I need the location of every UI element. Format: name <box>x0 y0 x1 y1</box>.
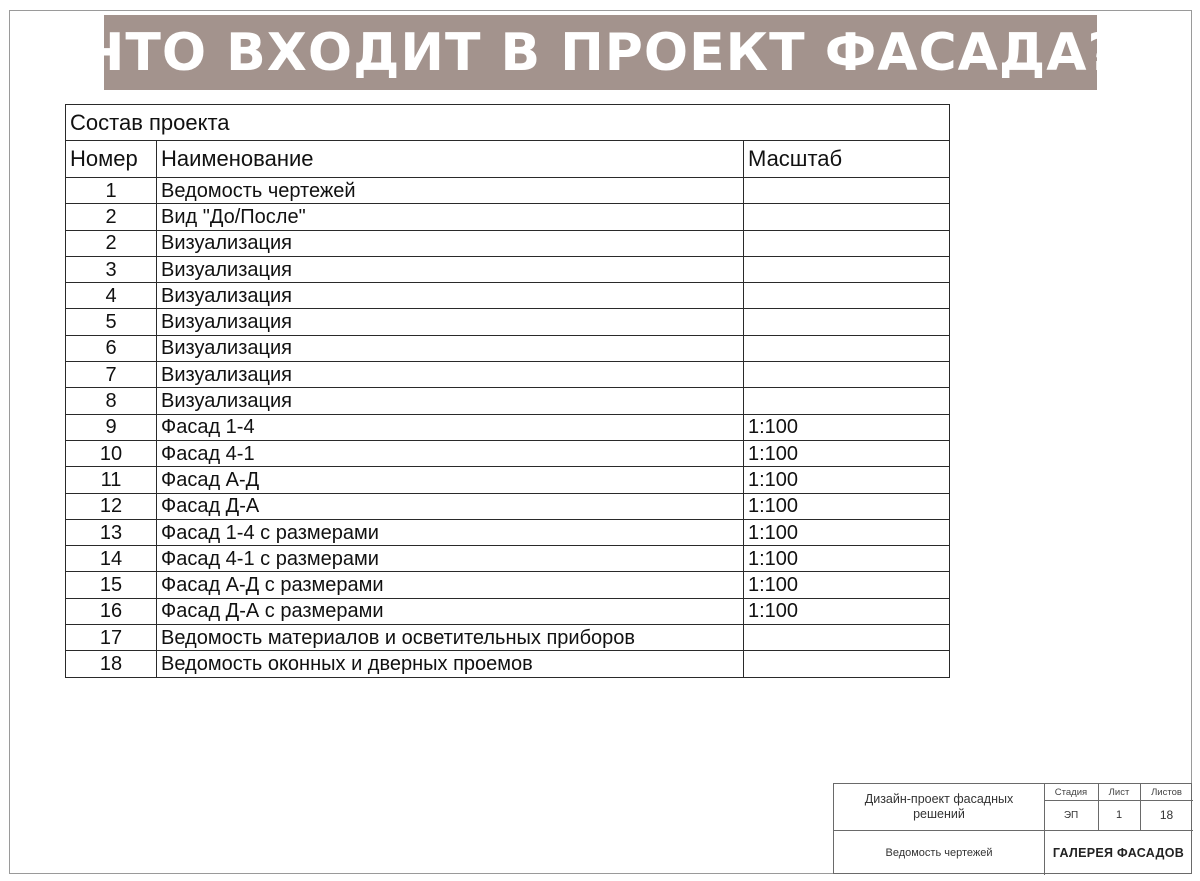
row-name: Вид "До/После" <box>157 204 744 230</box>
row-name: Фасад Д-А <box>157 493 744 519</box>
stamp-stage-value: ЭП <box>1063 809 1079 821</box>
stamp-divider <box>1044 800 1193 801</box>
table-row <box>66 178 950 204</box>
table-row <box>66 283 950 309</box>
row-scale <box>744 309 950 335</box>
row-number: 16 <box>66 598 157 624</box>
row-scale: 1:100 <box>744 572 950 598</box>
row-name: Фасад А-Д <box>157 467 744 493</box>
stamp-project-name: Дизайн-проект фасадных решений <box>864 792 1014 821</box>
row-number: 5 <box>66 309 157 335</box>
row-name: Фасад А-Д с размерами <box>157 572 744 598</box>
table-row <box>66 546 950 572</box>
row-name: Фасад 4-1 <box>157 440 744 466</box>
row-number: 1 <box>66 178 157 204</box>
stamp-organization: ГАЛЕРЕЯ ФАСАДОВ <box>1052 845 1185 860</box>
row-name: Визуализация <box>157 362 744 388</box>
row-scale <box>744 178 950 204</box>
row-number: 15 <box>66 572 157 598</box>
row-name: Визуализация <box>157 283 744 309</box>
row-number: 2 <box>66 204 157 230</box>
project-composition-table <box>65 104 950 678</box>
row-name: Фасад 4-1 с размерами <box>157 546 744 572</box>
row-number: 9 <box>66 414 157 440</box>
row-number: 17 <box>66 625 157 651</box>
banner-title: ЧТО ВХОДИТ В ПРОЕКТ ФАСАДА? <box>82 22 1119 83</box>
row-scale <box>744 256 950 282</box>
row-name: Фасад 1-4 <box>157 414 744 440</box>
row-number: 18 <box>66 651 157 677</box>
row-scale: 1:100 <box>744 546 950 572</box>
row-name: Ведомость оконных и дверных проемов <box>157 651 744 677</box>
table-header-row <box>66 141 950 178</box>
table-row <box>66 335 950 361</box>
row-scale <box>744 625 950 651</box>
row-name: Ведомость чертежей <box>157 178 744 204</box>
row-scale <box>744 362 950 388</box>
table-row <box>66 467 950 493</box>
row-scale: 1:100 <box>744 440 950 466</box>
table-title: Состав проекта <box>66 105 950 141</box>
title-banner <box>82 15 1119 90</box>
row-number: 6 <box>66 335 157 361</box>
row-number: 3 <box>66 256 157 282</box>
stamp-divider <box>1140 784 1141 830</box>
row-scale: 1:100 <box>744 493 950 519</box>
row-name: Визуализация <box>157 256 744 282</box>
table-row <box>66 598 950 624</box>
header-number: Номер <box>66 141 157 178</box>
table-row <box>66 519 950 545</box>
row-name: Визуализация <box>157 335 744 361</box>
row-scale <box>744 651 950 677</box>
stamp-stage-label: Стадия <box>1054 786 1088 798</box>
table-row <box>66 493 950 519</box>
row-number: 14 <box>66 546 157 572</box>
table-row <box>66 309 950 335</box>
row-name: Фасад Д-А с размерами <box>157 598 744 624</box>
row-scale: 1:100 <box>744 519 950 545</box>
table-row <box>66 256 950 282</box>
stamp-divider <box>1098 784 1099 830</box>
row-scale <box>744 388 950 414</box>
row-name: Визуализация <box>157 388 744 414</box>
row-number: 8 <box>66 388 157 414</box>
stamp-sheets-label: Листов <box>1151 786 1182 798</box>
row-number: 11 <box>66 467 157 493</box>
row-name: Фасад 1-4 с размерами <box>157 519 744 545</box>
table-row <box>66 572 950 598</box>
table-row <box>66 625 950 651</box>
table-row <box>66 440 950 466</box>
row-name: Ведомость материалов и осветительных приборов <box>157 625 744 651</box>
row-number: 10 <box>66 440 157 466</box>
table-row <box>66 362 950 388</box>
row-scale: 1:100 <box>744 467 950 493</box>
row-number: 4 <box>66 283 157 309</box>
row-scale: 1:100 <box>744 414 950 440</box>
stamp-divider <box>834 830 1193 831</box>
row-name: Визуализация <box>157 230 744 256</box>
row-scale <box>744 230 950 256</box>
stamp-sheet-label: Лист <box>1108 786 1130 798</box>
row-number: 2 <box>66 230 157 256</box>
row-scale: 1:100 <box>744 598 950 624</box>
stamp-sheets-value: 18 <box>1159 808 1174 822</box>
row-scale <box>744 283 950 309</box>
header-scale: Масштаб <box>744 141 950 178</box>
row-number: 7 <box>66 362 157 388</box>
table-row <box>66 230 950 256</box>
table-row <box>66 414 950 440</box>
table-row <box>66 388 950 414</box>
header-name: Наименование <box>157 141 744 178</box>
table-title-row <box>66 105 950 141</box>
stamp-sheet-title: Ведомость чертежей <box>885 846 993 859</box>
row-number: 13 <box>66 519 157 545</box>
row-name: Визуализация <box>157 309 744 335</box>
row-scale <box>744 204 950 230</box>
title-block <box>833 783 1192 874</box>
stamp-sheet-value: 1 <box>1115 809 1123 821</box>
row-scale <box>744 335 950 361</box>
table-row <box>66 651 950 677</box>
table-row <box>66 204 950 230</box>
row-number: 12 <box>66 493 157 519</box>
